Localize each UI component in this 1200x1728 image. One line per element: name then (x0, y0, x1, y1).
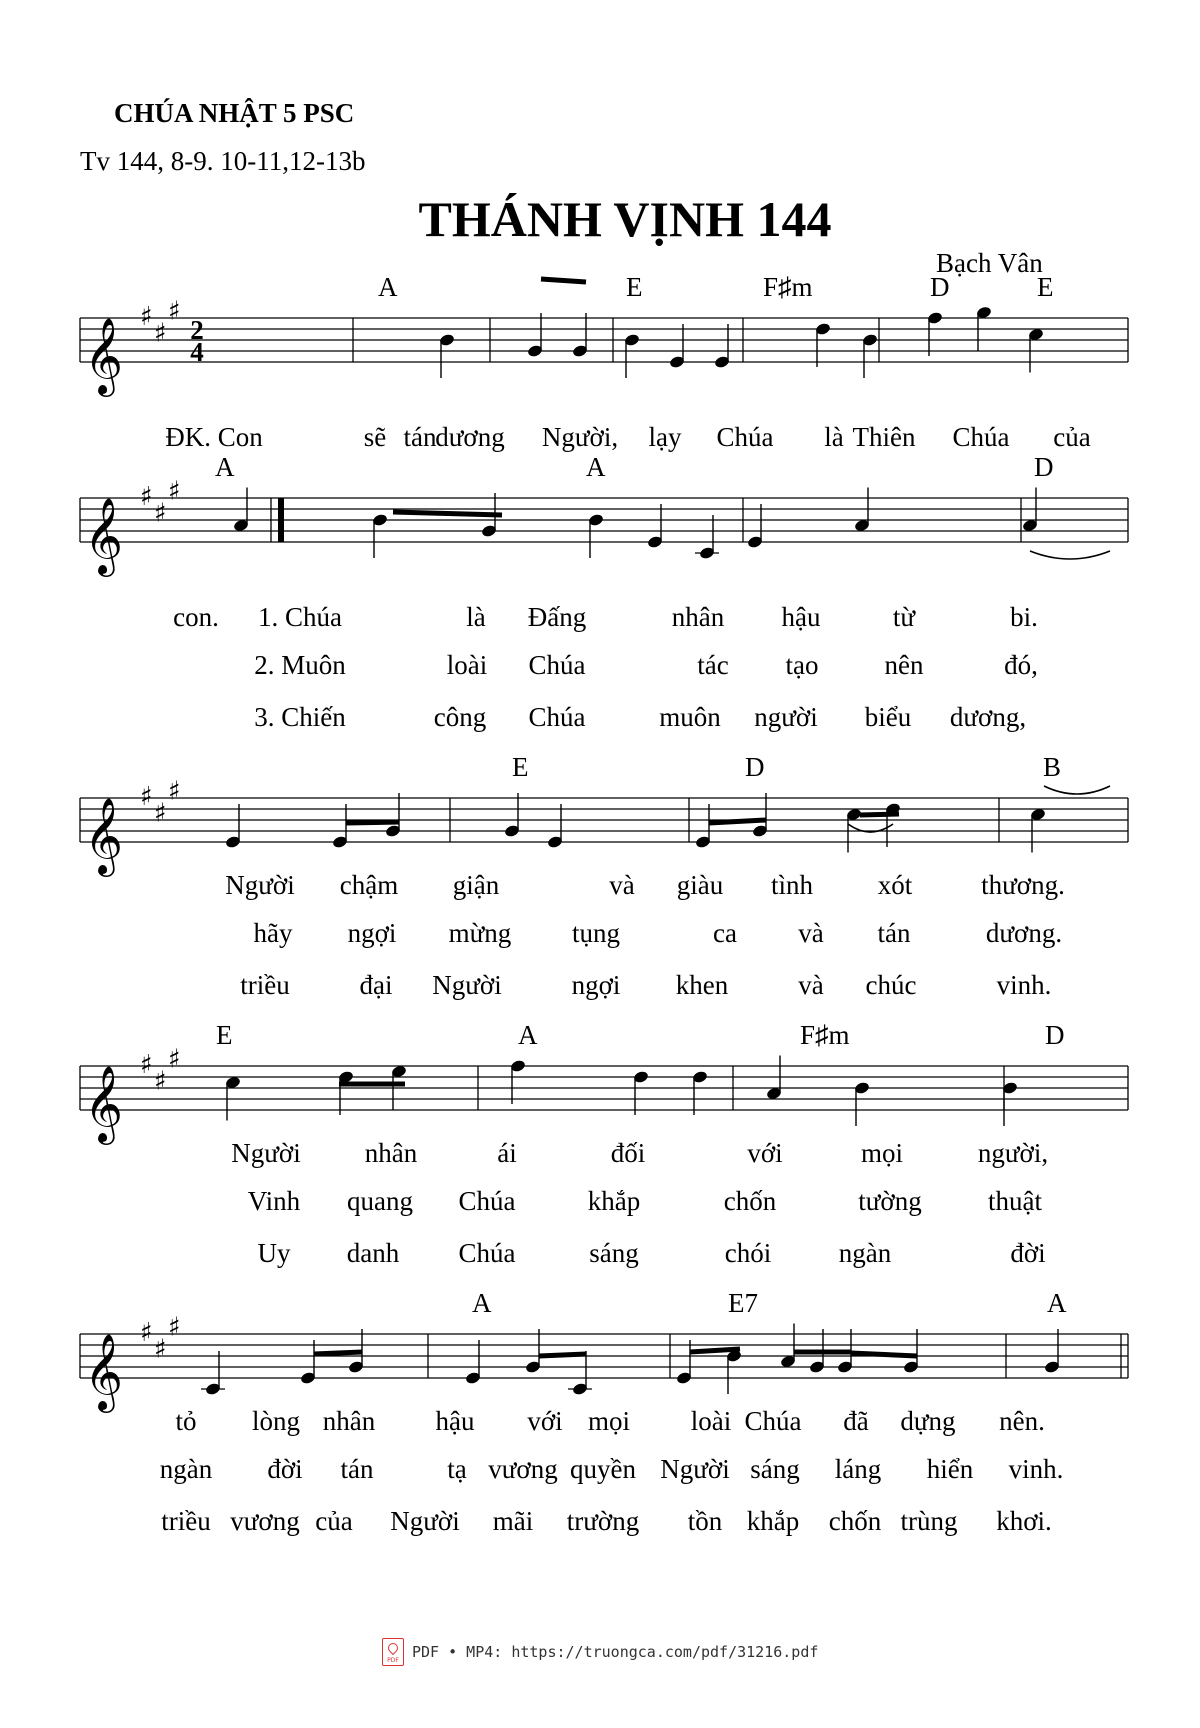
lyric-word: mãi (492, 1506, 534, 1536)
lyric-word: nên (884, 650, 924, 680)
sharp-icon: ♯ (168, 1044, 181, 1075)
chord-symbol: D (1034, 452, 1054, 482)
chord-symbol: E (512, 752, 529, 782)
lyric-word: Người (390, 1506, 460, 1536)
lyric-word: chốn (828, 1506, 882, 1536)
lyric-word: tác (697, 650, 729, 680)
beam (346, 822, 399, 823)
lyric-word: 1. Chúa (258, 602, 342, 632)
lyric-word: là (824, 422, 844, 452)
sharp-icon: ♯ (140, 1050, 153, 1080)
main-title: THÁNH VỊNH 144 (418, 191, 832, 247)
lyric-word: Người (432, 970, 502, 1000)
lyric-word: giận (452, 870, 500, 900)
lyric-word: người, (977, 1138, 1049, 1168)
lyric-word: khắp (587, 1186, 641, 1216)
lyric-word: 2. Muôn (254, 650, 346, 680)
lyric-word: muôn (659, 702, 721, 732)
beam (860, 814, 899, 815)
lyric-word: Chúa (744, 1406, 802, 1436)
lyric-word: đời (267, 1454, 303, 1484)
lyric-word: ca (713, 918, 737, 948)
chord-symbol: A (215, 452, 235, 482)
footer (0, 1638, 1200, 1668)
lyric-word: nhân (671, 602, 725, 632)
lyric-word: ĐK. Con (165, 422, 263, 452)
chord-symbol: B (1043, 752, 1062, 782)
lyric-word: lòng (251, 1406, 301, 1436)
lyric-word: tỏ (175, 1406, 197, 1436)
beam (393, 512, 502, 515)
beam (851, 1353, 917, 1356)
treble-clef-icon: 𝄞 (84, 1065, 124, 1142)
lyric-word: tồn (687, 1506, 723, 1536)
sharp-icon: ♯ (168, 1312, 181, 1343)
chord-symbol: A (378, 272, 398, 302)
sharp-icon: ♯ (140, 482, 153, 512)
lyric-word: dương. (985, 918, 1063, 948)
lyric-word: ngợi (571, 970, 621, 1000)
treble-clef-icon: 𝄞 (84, 317, 124, 394)
lyric-word: thuật (988, 1186, 1042, 1216)
lyric-word: tạ (447, 1454, 467, 1484)
lyric-word: tán (877, 918, 911, 948)
lyric-word: công (433, 702, 487, 732)
sharp-icon: ♯ (168, 776, 181, 807)
treble-clef-icon: 𝄞 (84, 1333, 124, 1410)
lyric-word: vinh. (996, 970, 1052, 1000)
chord-symbol: A (1047, 1288, 1067, 1318)
sharp-icon: ♯ (140, 782, 153, 812)
chord-symbol: D (1045, 1020, 1065, 1050)
lyric-word: đối (610, 1138, 646, 1168)
lyric-word: mọi (587, 1406, 631, 1436)
lyric-word: ngàn (159, 1454, 213, 1484)
lyric-word: đó, (1004, 650, 1038, 680)
sharp-icon: ♯ (168, 296, 181, 327)
chord-symbol: E7 (728, 1288, 758, 1318)
lyric-word: tán (403, 422, 437, 452)
lyric-word: nhân (364, 1138, 418, 1168)
pdf-file-icon (382, 1638, 404, 1666)
lyric-word: mừng (448, 918, 512, 948)
chord-symbol: D (745, 752, 765, 782)
lyric-word: Chúa (952, 422, 1010, 452)
lyric-word: hậu (435, 1406, 475, 1436)
lyric-word: thương. (981, 870, 1065, 900)
sharp-icon: ♯ (140, 302, 153, 332)
lyric-word: Người (225, 870, 295, 900)
lyric-word: mọi (860, 1138, 904, 1168)
chord-symbol: A (518, 1020, 538, 1050)
lyric-word: đời (1010, 1238, 1046, 1268)
lyric-word: quyền (570, 1454, 636, 1484)
lyric-word: Uy (257, 1238, 291, 1268)
sharp-icon: ♯ (154, 1334, 167, 1365)
psalm-reference: Tv 144, 8-9. 10-11,12-13b (80, 146, 366, 176)
lyric-word: Chúa (528, 702, 586, 732)
lyric-word: Chúa (458, 1238, 516, 1268)
chord-symbol: F♯m (763, 272, 813, 302)
lyric-word: Thiên (852, 422, 916, 452)
lyric-word: là (466, 602, 486, 632)
composer-name: Bạch Vân (936, 248, 1043, 278)
lyric-word: quang (347, 1186, 413, 1216)
lyric-word: khơi. (996, 1506, 1052, 1536)
lyric-word: dương (435, 422, 505, 452)
lyric-word: sáng (589, 1238, 639, 1268)
lyric-word: tụng (571, 918, 621, 948)
lyric-word: khen (675, 970, 729, 1000)
lyric-word: và (798, 970, 824, 1000)
sharp-icon: ♯ (140, 1318, 153, 1348)
sharp-icon: ♯ (168, 476, 181, 507)
lyric-word: và (798, 918, 824, 948)
lyric-word: Đấng (527, 602, 587, 632)
lyric-word: tình (770, 870, 814, 900)
sharp-icon: ♯ (154, 798, 167, 829)
lyric-word: đại (359, 970, 393, 1000)
lyric-word: tán (340, 1454, 374, 1484)
lyric-word: nhân (322, 1406, 376, 1436)
lyric-word: trùng (900, 1506, 958, 1536)
lyric-word: chốn (723, 1186, 777, 1216)
chord-symbol: E (216, 1020, 233, 1050)
lyric-word: đã (843, 1406, 869, 1436)
lyric-word: dương, (949, 702, 1027, 732)
lyric-word: Chúa (528, 650, 586, 680)
lyric-word: sẽ (363, 422, 387, 452)
chord-symbol: F♯m (800, 1020, 850, 1050)
lyric-word: và (609, 870, 635, 900)
beam (541, 279, 586, 282)
lyric-word: Chúa (716, 422, 774, 452)
lyric-word: trường (566, 1506, 640, 1536)
chord-symbol: E (626, 272, 643, 302)
chord-symbol: D (930, 272, 950, 302)
lyric-word: khắp (746, 1506, 800, 1536)
lyric-word: của (315, 1506, 353, 1536)
lyric-word: lạy (648, 422, 682, 452)
lyric-word: chậm (339, 870, 399, 900)
lyric-word: Người (231, 1138, 301, 1168)
treble-clef-icon: 𝄞 (84, 497, 124, 574)
lyric-word: Chúa (458, 1186, 516, 1216)
time-signature-top: 2 (190, 315, 204, 345)
lyric-word: của (1053, 422, 1091, 452)
lyric-word: loài (690, 1406, 732, 1436)
treble-clef-icon: 𝄞 (84, 797, 124, 874)
header-title: CHÚA NHẬT 5 PSC (114, 98, 355, 128)
lyric-word: với (747, 1138, 783, 1168)
lyric-word: triều (240, 970, 290, 1000)
lyric-word: nên. (999, 1406, 1045, 1436)
lyric-word: vinh. (1008, 1454, 1064, 1484)
chord-symbol: A (472, 1288, 492, 1318)
lyric-word: danh (346, 1238, 400, 1268)
lyric-word: ái (497, 1138, 517, 1168)
lyric-word: Vinh (247, 1186, 301, 1216)
sharp-icon: ♯ (154, 1066, 167, 1097)
time-signature-bottom: 4 (190, 337, 204, 367)
lyric-word: biểu (864, 702, 912, 732)
sharp-icon: ♯ (154, 498, 167, 529)
lyric-word: từ (892, 602, 916, 632)
sharp-icon: ♯ (154, 318, 167, 349)
lyric-word: triều (161, 1506, 211, 1536)
lyric-word: Người, (541, 422, 619, 452)
lyric-word: vương (230, 1506, 300, 1536)
lyric-word: 3. Chiến (254, 702, 346, 732)
lyric-word: người (754, 702, 818, 732)
lyric-word: xót (877, 870, 913, 900)
lyric-word: hậu (781, 602, 821, 632)
beam (690, 1349, 740, 1352)
lyric-word: ngàn (838, 1238, 892, 1268)
lyric-word: loài (446, 650, 488, 680)
lyric-word: Người (660, 1454, 730, 1484)
lyric-word: láng (834, 1454, 882, 1484)
lyric-word: tạo (785, 650, 819, 680)
beam (539, 1354, 586, 1356)
lyric-word: bi. (1010, 602, 1038, 632)
beam (314, 1352, 362, 1354)
tie (1030, 551, 1110, 559)
lyric-word: tường (858, 1186, 922, 1216)
lyric-word: dựng (900, 1406, 956, 1436)
repeat-barline (278, 498, 284, 542)
lyric-word: giàu (676, 870, 724, 900)
lyric-word: với (527, 1406, 563, 1436)
footer-link[interactable]: PDF • MP4: https://truongca.com/pdf/31216.pdf (412, 1643, 819, 1661)
lyric-word: con. (173, 602, 219, 632)
lyric-word: chúc (865, 970, 917, 1000)
lyric-word: hãy (253, 918, 293, 948)
tie (1044, 786, 1110, 794)
lyric-word: ngợi (347, 918, 397, 948)
chord-symbol: E (1037, 272, 1054, 302)
lyric-word: vương (488, 1454, 558, 1484)
lyric-word: hiển (926, 1454, 974, 1484)
lyric-word: sáng (750, 1454, 800, 1484)
chord-symbol: A (586, 452, 606, 482)
beam (709, 820, 766, 823)
lyric-word: chói (724, 1238, 772, 1268)
